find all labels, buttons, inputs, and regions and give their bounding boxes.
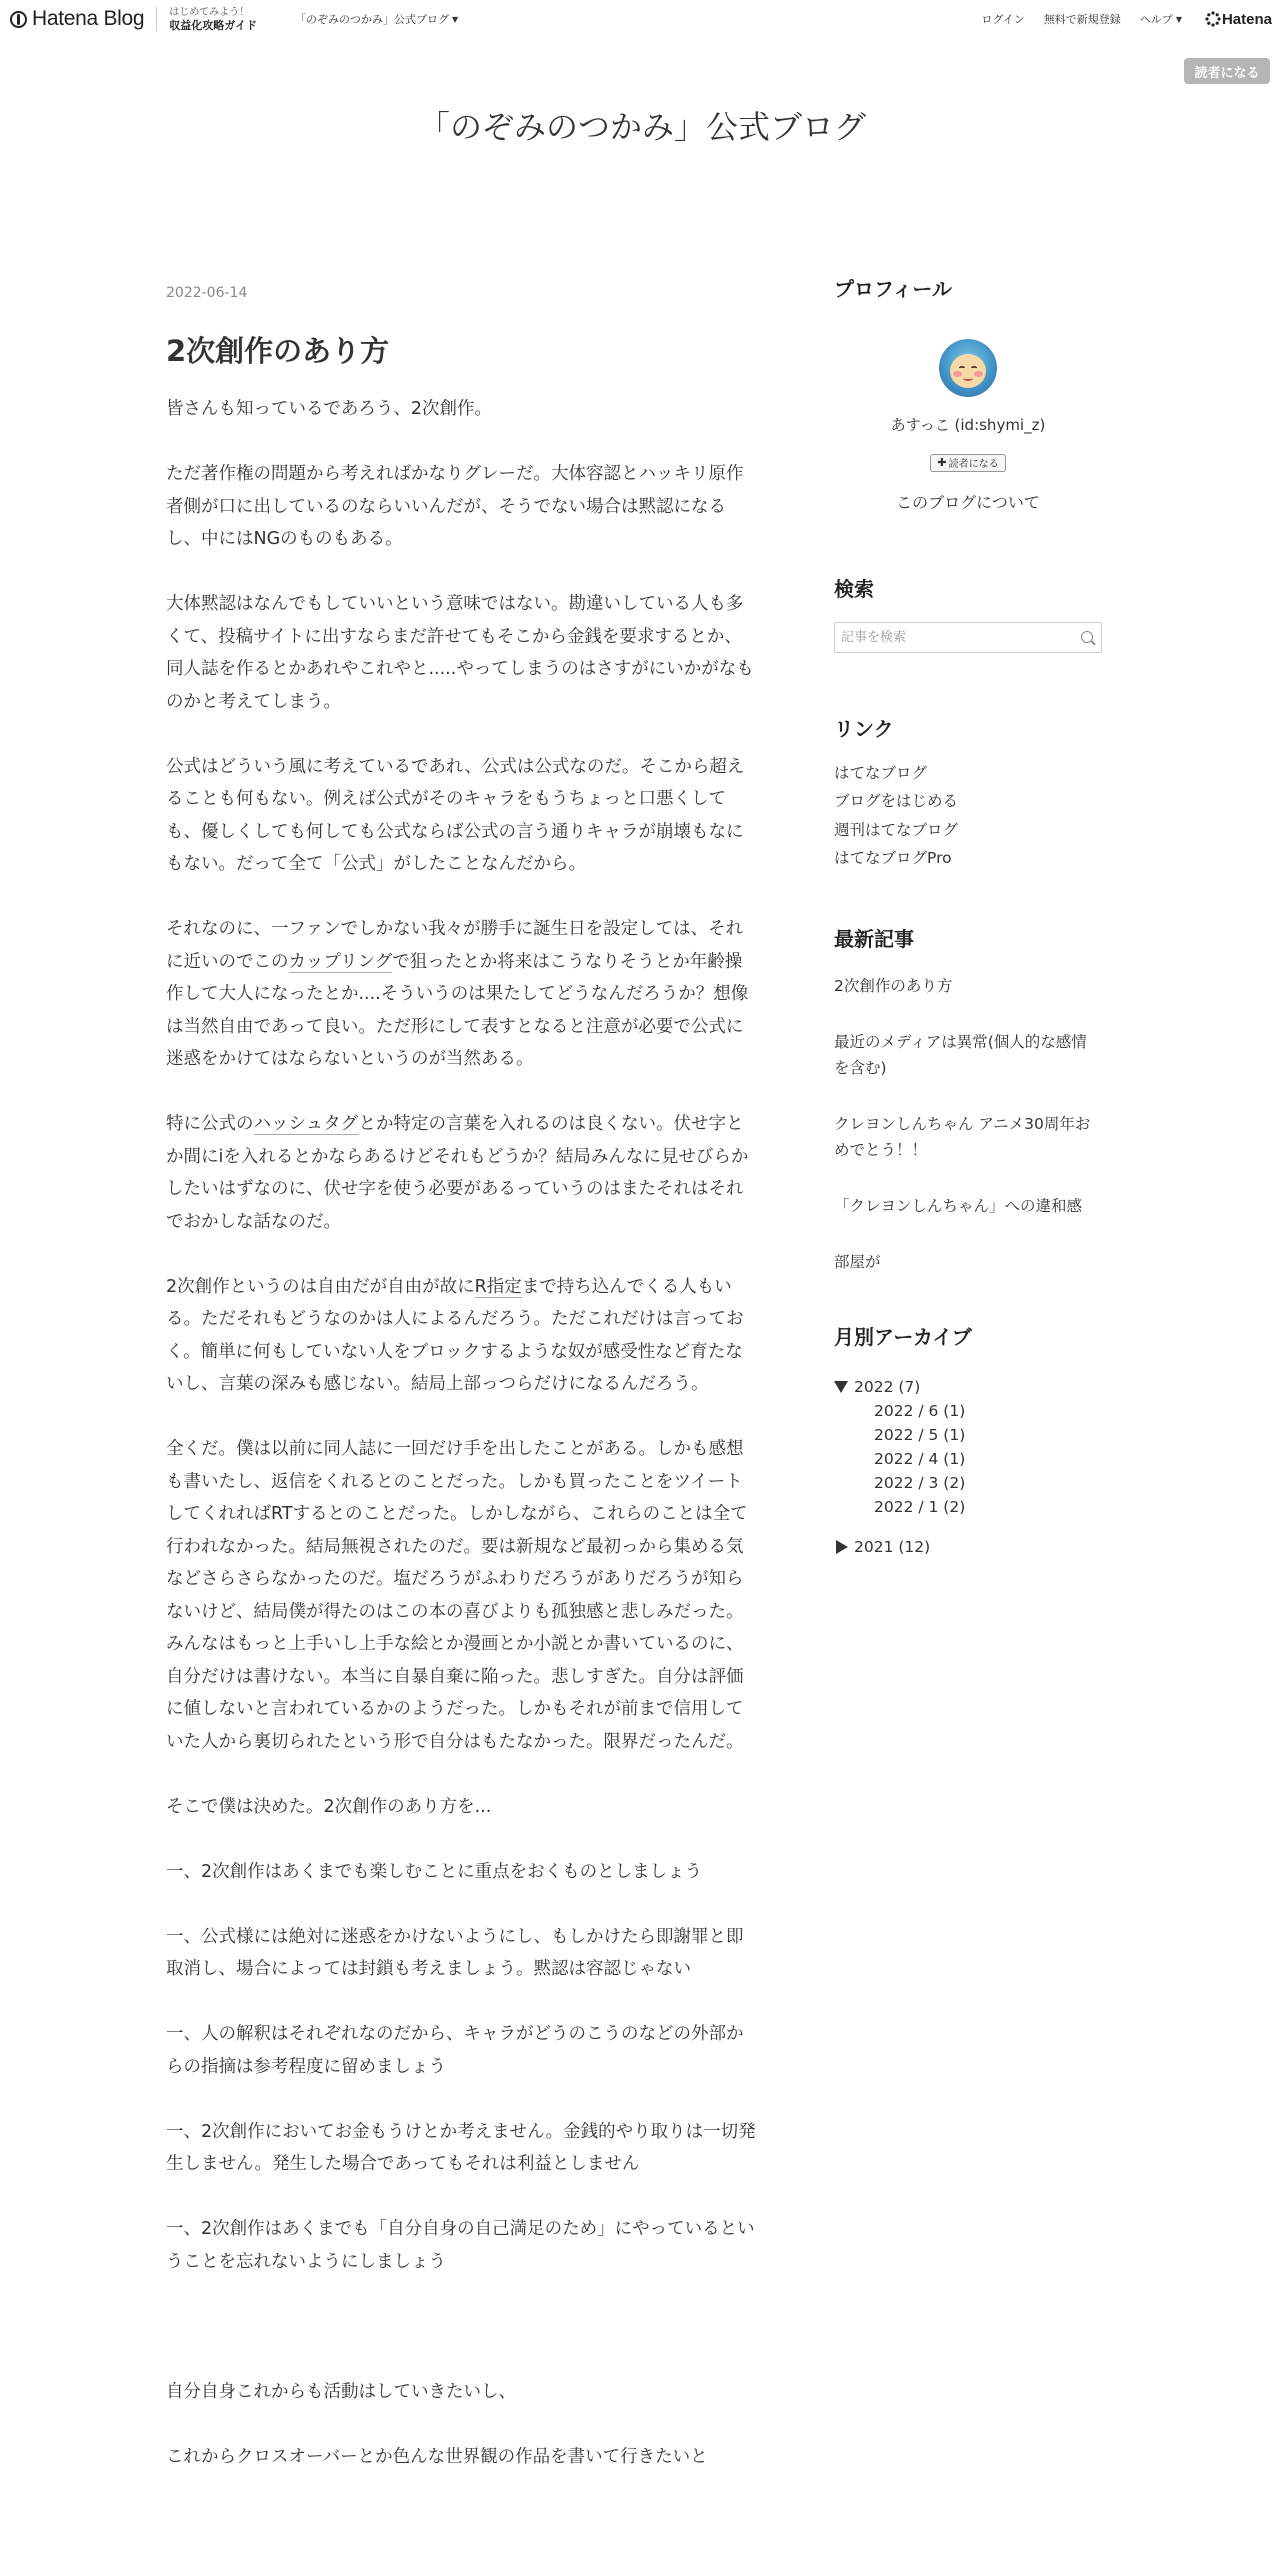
paragraph-text: 2次創作というのは自由だが自由が故に — [166, 1276, 475, 1297]
recent-entries-list — [834, 973, 1102, 1275]
profile-subscribe-button[interactable] — [930, 454, 1005, 472]
promo-small-text: はじめてみよう！ — [169, 7, 250, 18]
header-divider — [156, 7, 157, 31]
archive-year-2022 — [834, 1375, 1102, 1519]
profile-subscribe-label: 読者になる — [948, 459, 999, 470]
entry-paragraph: 一、2次創作においてお金もうけとか考えません。金銭的やり取りは一切発生しません。発生した場合であってもそれは利益としません — [166, 2121, 756, 2174]
search-title: 検索 — [834, 576, 874, 601]
help-label: ヘルプ — [1139, 13, 1173, 26]
entry-paragraph: 皆さんも知っているであろう、2次創作。 — [166, 399, 492, 419]
hatena-blog-logo-icon — [10, 11, 27, 28]
archive-month-link[interactable]: 2022 / 3 (2) — [874, 1473, 966, 1492]
link-item[interactable]: 週刊はてなブログ — [834, 820, 959, 839]
avatar-cheek — [953, 371, 962, 377]
avatar[interactable] — [939, 339, 997, 397]
promo-main-text: 収益化攻略ガイド — [169, 19, 257, 32]
avatar-cheek — [974, 371, 983, 377]
paragraph-text: まで持ち込んでくる人もいる。ただそれもどうなのかは人によるんだろう。ただこれだけは言っておく。簡単に何もしていない人をブロックするような奴が感受性など育たないし、言葉の深みも感じない。結局上部っつらだけになるんだろう。 — [166, 1276, 744, 1394]
blog-menu-label: 「のぞみのつかみ」公式ブログ — [294, 13, 449, 26]
paragraph-text: それなのに、一ファンでしかない我々が勝手に誕生日を設定しては、それに近いのでこの — [166, 919, 744, 972]
entry-title[interactable]: 2次創作のあり方 — [166, 334, 390, 368]
archive-month-link[interactable]: 2022 / 6 (1) — [874, 1401, 966, 1420]
profile-title: プロフィール — [834, 277, 952, 301]
link-item[interactable]: はてなブログ — [834, 763, 928, 782]
avatar-mouth — [963, 376, 973, 381]
recent-entries-title: 最新記事 — [834, 926, 914, 951]
entry-paragraph: ただ著作権の問題から考えればかなりグレーだ。大体容認とハッキリ原作者側が口に出しているのならいいんだが、そうでない場合は黙認になるし、中にはNGのものもある。 — [166, 464, 744, 549]
caret-down-icon: ▼ — [451, 14, 459, 24]
global-header — [0, 0, 1284, 38]
hatena-logo[interactable] — [1204, 10, 1272, 28]
keyword-link[interactable]: R指定 — [474, 1276, 522, 1297]
recent-entries-module — [834, 925, 1102, 1275]
keyword-link[interactable]: ハッシュタグ — [253, 1114, 359, 1134]
recent-entry-link[interactable]: 2次創作のあり方 — [834, 976, 953, 995]
global-header-left — [10, 6, 458, 32]
search-module — [834, 575, 1102, 653]
entry-paragraph: そこで僕は決めた。2次創作のあり方を... — [166, 1796, 492, 1817]
global-header-right — [962, 10, 1272, 28]
entry-paragraph: 大体黙認はなんでもしていいという意味ではない。勘違いしている人も多くて、投稿サイトに出すならまだ許せてもそこから金銭を要求するとか、同人誌を作るとかあれやこれやと.....やってしまうのはさすがにいかがなものかと考えてしまう。 — [166, 594, 754, 712]
hatena-blog-logo-text: Hatena Blog — [32, 7, 145, 30]
monetize-guide-link[interactable] — [169, 6, 257, 32]
recent-entry-link[interactable]: 「クレヨンしんちゃん」への違和感 — [834, 1196, 1083, 1215]
archive-title: 月別アーカイブ — [834, 1324, 972, 1349]
entry-paragraph: これからクロスオーバーとか色んな世界観の作品を書いて行きたいと — [166, 2446, 708, 2467]
triangle-down-icon — [834, 1381, 848, 1393]
avatar-eye — [971, 366, 977, 369]
archive-month-link[interactable]: 2022 / 5 (1) — [874, 1425, 966, 1444]
entry-paragraph — [166, 913, 758, 1076]
link-list — [834, 759, 1102, 873]
paragraph-text: とか特定の言葉を入れるのは良くない。伏せ字とか間にiを入れるとかならあるけどそれもどうか？結局みんなに見せびらかしたいはずなのに、伏せ字を使う必要があるっていうのはまたそれはそれでおかしな話なのだ。 — [166, 1114, 749, 1232]
search-input[interactable] — [841, 624, 1071, 651]
paragraph-text: で狙ったとか将来はこうなりそうとか年齢操作して大人になったとか....そういうのは果たしてどうなんだろうか？想像は当然自由であって良い。ただ形にして表すとなると注意が必要で公式に迷惑をかけてはならないというのが当然ある。 — [166, 951, 749, 1069]
entry-paragraph: 一、2次創作はあくまでも楽しむことに重点をおくものとしましょう — [166, 1861, 703, 1882]
profile-module — [834, 275, 1102, 513]
profile-subscribe-wrap — [834, 451, 1102, 472]
sidebar — [834, 275, 1102, 1559]
links-module — [834, 715, 1102, 873]
links-title: リンク — [834, 716, 894, 741]
recent-entry-link[interactable]: クレヨンしんちゃん アニメ30周年おめでとう！！ — [834, 1114, 1091, 1159]
archive-year-label: 2021 (12) — [854, 1537, 931, 1556]
entry-paragraph: 一、人の解釈はそれぞれなのだから、キャラがどうのこうのなどの外部からの指摘は参考程度に留めましょう — [166, 2024, 744, 2077]
triangle-right-icon — [836, 1540, 848, 1554]
signup-link[interactable]: 無料で新規登録 — [1043, 13, 1121, 26]
entry-body — [166, 393, 758, 2473]
archive-month-link[interactable]: 2022 / 4 (1) — [874, 1449, 966, 1468]
entry-paragraph: 全くだ。僕は以前に同人誌に一回だけ手を出したことがある。しかも感想も書いたし、返信をくれるとのことだった。しかも買ったことをツイートしてくれればRTするとのことだった。しかしながら、これらのことは全て行われなかった。結局無視されたのだ。要は新規など最初っから集める気などさらさらなかったのだ。塩だろうがふわりだろうがありだろうが知らないけど、結局僕が得たのはこの本の喜びよりも孤独感と悲しみだった。みんなはもっと上手いし上手な絵とか漫画とか小説とか書いているのに、自分だけは書けない。本当に自暴自棄に陥った。悲しすぎた。自分は評価に値しないと言われているかのようだった。しかもそれが前まで信用していた人から裏切られたという形で自分はもたなかった。限界だったんだ。 — [166, 1439, 748, 1752]
login-link[interactable]: ログイン — [981, 13, 1025, 26]
caret-down-icon: ▼ — [1175, 14, 1182, 24]
recent-entry-link[interactable]: 部屋が — [834, 1252, 881, 1271]
profile-name[interactable]: あすっこ (id:shymi_z) — [890, 416, 1046, 434]
avatar-eye — [959, 366, 965, 369]
archive-months — [874, 1399, 1102, 1519]
about-blog-link[interactable]: このブログについて — [896, 492, 1040, 512]
entry-paragraph: 公式はどういう風に考えているであれ、公式は公式なのだ。そこから超えることも何もない。例えば公式がそのキャラをもうちょっと口悪くしても、優しくしても何しても公式ならば公式の言う通りキャラが崩壊もなにもない。だって全て「公式」がしたことなんだから。 — [166, 756, 745, 874]
plus-icon: ✚ — [937, 456, 947, 469]
archive-module — [834, 1323, 1102, 1559]
hatena-dots-icon — [1204, 10, 1222, 28]
blog-title[interactable]: 「のぞみのつかみ」公式ブログ — [417, 108, 866, 146]
entry-date[interactable]: 2022-06-14 — [166, 285, 248, 301]
recent-entry-link[interactable]: 最近のメディアは異常(個人的な感情を含む) — [834, 1032, 1087, 1077]
archive-year-toggle[interactable] — [834, 1535, 1102, 1559]
hatena-blog-logo[interactable] — [10, 7, 144, 31]
paragraph-text: 特に公式の — [166, 1114, 254, 1134]
entry-paragraph: 自分自身これからも活動はしていきたいし、 — [166, 2381, 516, 2402]
entry-paragraph — [166, 1108, 758, 1238]
archive-year-2021 — [834, 1535, 1102, 1559]
subscribe-button[interactable]: 読者になる — [1184, 58, 1270, 84]
archive-list — [834, 1375, 1102, 1559]
archive-year-toggle[interactable] — [834, 1375, 1102, 1399]
archive-month-link[interactable]: 2022 / 1 (2) — [874, 1497, 966, 1516]
help-dropdown[interactable] — [1140, 11, 1182, 27]
search-box — [834, 622, 1102, 653]
search-icon[interactable] — [1081, 631, 1093, 643]
blog-menu-dropdown[interactable] — [295, 11, 458, 27]
entry-paragraph — [166, 1271, 758, 1401]
keyword-link[interactable]: カップリング — [288, 951, 393, 972]
entry-paragraph: 一、2次創作はあくまでも「自分自身の自己満足のため」にやっているということを忘れないようにしましょう — [166, 2219, 755, 2272]
hatena-logo-text: Hatena — [1221, 10, 1272, 28]
link-item[interactable]: ブログをはじめる — [834, 792, 959, 810]
entry-paragraph: 一、公式様には絶対に迷惑をかけないようにし、もしかけたら即謝罪と即取消し、場合によっては封鎖も考えましょう。黙認は容認じゃない — [166, 1926, 744, 1979]
entry — [166, 285, 758, 2506]
link-item[interactable]: はてなブログPro — [834, 849, 952, 867]
archive-year-label: 2022 (7) — [854, 1377, 921, 1396]
blank-space — [166, 2311, 758, 2376]
